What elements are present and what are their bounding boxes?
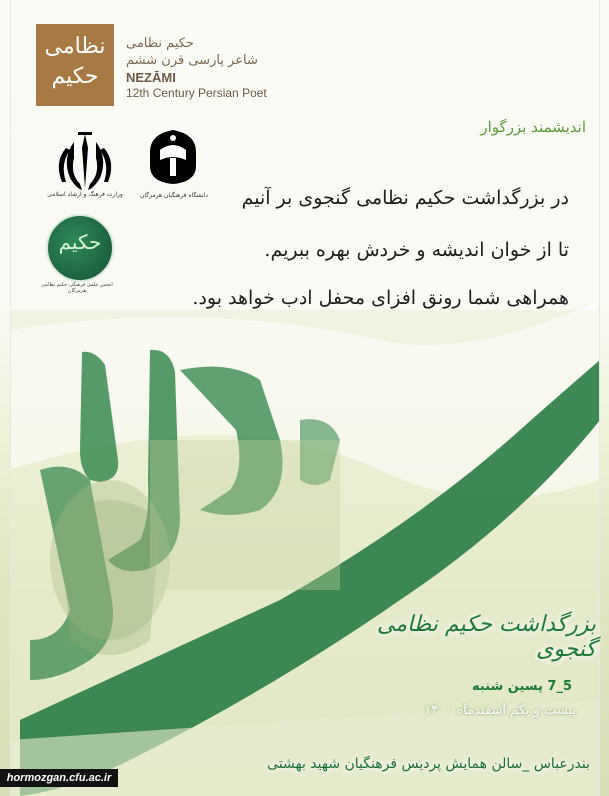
- logo-title-en: NEZĀMI: [126, 70, 176, 85]
- association-caption: انجمن علمی فرهنگی حکیم نظامی هرمزگان: [41, 282, 113, 294]
- logo-calligraphy: نظامی حکیم: [44, 34, 106, 89]
- university-logo-icon: [146, 126, 200, 186]
- event-title: بزرگداشت حکیم نظامی گنجوی: [376, 612, 596, 662]
- iran-emblem-icon: [52, 128, 118, 198]
- website-watermark: hormozgan.cfu.ac.ir: [0, 769, 118, 787]
- association-logo: [46, 214, 114, 282]
- logo-subtitle-fa: شاعر پارسی قرن ششم: [126, 53, 258, 68]
- university-caption: دانشگاه فرهنگیان هرمزگان: [139, 192, 209, 199]
- greeting-text: اندیشمند بزرگوار: [480, 118, 586, 136]
- message-line-2: تا از خوان اندیشه و خردش بهره ببریم.: [264, 239, 569, 261]
- message-line-1: در بزرگداشت حکیم نظامی گنجوی بر آنیم: [241, 187, 569, 209]
- logo-subtitle-en: 12th Century Persian Poet: [126, 86, 267, 100]
- association-logo-calligraphy: حکیم: [58, 230, 102, 254]
- message-line-3: همراهی شما رونق افزای محفل ادب خواهد بود.: [192, 287, 569, 309]
- logo-title-fa: حکیم نظامی: [126, 36, 194, 51]
- event-time: 5_7 پسین شنبه: [471, 679, 572, 694]
- logo-text: [126, 36, 336, 100]
- nezami-logo-mark: [36, 24, 114, 106]
- event-venue: بندرعباس _سالن همایش پردیس فرهنگیان شهید بهشتی: [267, 756, 590, 772]
- nezami-logo: [36, 24, 336, 114]
- ministry-caption: وزارت فرهنگ و ارشاد اسلامی: [47, 191, 123, 198]
- event-date: بیست و یکم اسفندماه ۱۴۰۰: [424, 703, 576, 718]
